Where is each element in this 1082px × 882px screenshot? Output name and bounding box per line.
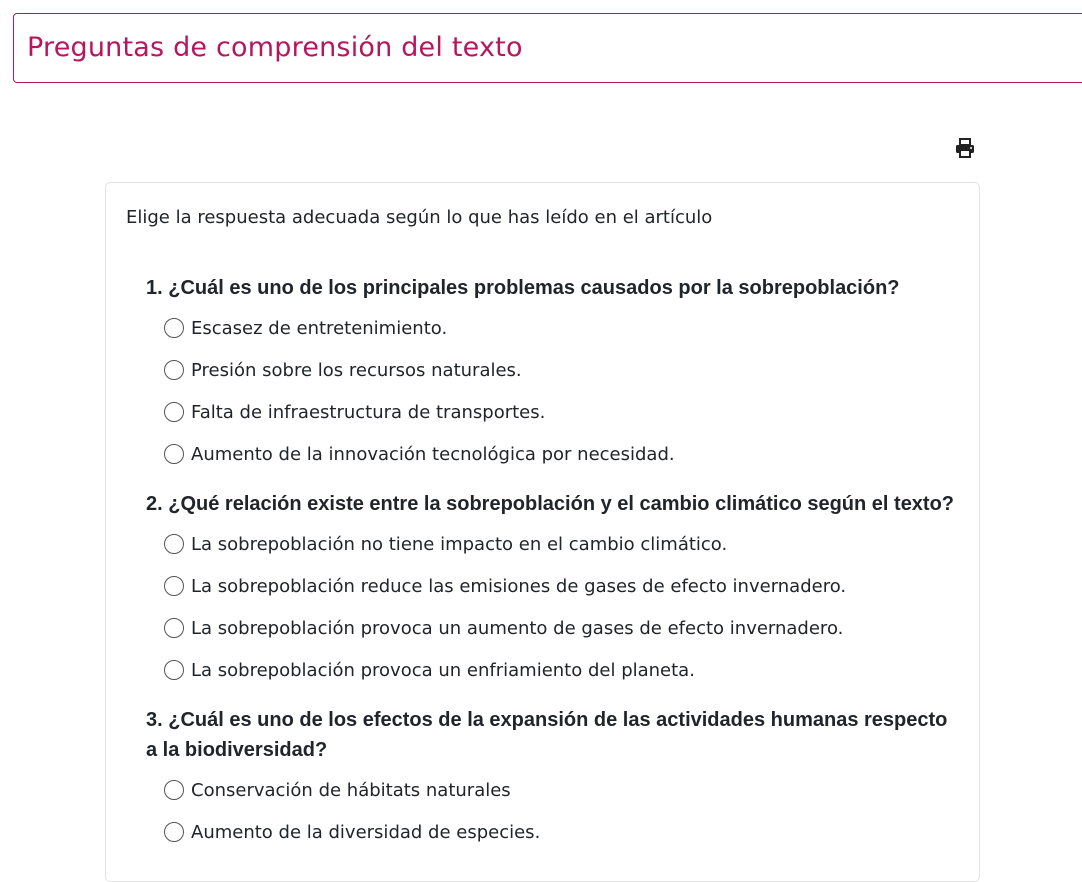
- answer-option[interactable]: [164, 769, 959, 811]
- quiz-card: [105, 182, 980, 882]
- radio-button[interactable]: [164, 576, 184, 596]
- radio-button[interactable]: [164, 360, 184, 380]
- answer-option[interactable]: [164, 391, 959, 433]
- radio-button[interactable]: [164, 660, 184, 680]
- option-label: Presión sobre los recursos naturales.: [191, 359, 522, 381]
- print-icon: [954, 137, 976, 159]
- question-text: 2. ¿Qué relación existe entre la sobrepoblación y el cambio climático según el texto?: [146, 493, 955, 515]
- question-3: [146, 705, 959, 853]
- radio-button[interactable]: [164, 618, 184, 638]
- answer-option[interactable]: [164, 565, 959, 607]
- option-label: La sobrepoblación no tiene impacto en el cambio climático.: [191, 533, 728, 555]
- radio-button[interactable]: [164, 444, 184, 464]
- quiz-instructions: Elige la respuesta adecuada según lo que has leído en el artículo: [126, 207, 713, 228]
- radio-button[interactable]: [164, 534, 184, 554]
- radio-button[interactable]: [164, 402, 184, 422]
- option-label: Escasez de entretenimiento.: [191, 317, 448, 339]
- question-1: [146, 273, 959, 475]
- radio-button[interactable]: [164, 822, 184, 842]
- question-text: 3. ¿Cuál es uno de los efectos de la expansión de las actividades humanas respecto a la biodiversidad?: [146, 709, 948, 761]
- question-text: 1. ¿Cuál es uno de los principales problemas causados por la sobrepoblación?: [146, 277, 900, 299]
- answer-option[interactable]: [164, 523, 959, 565]
- page-title: Preguntas de comprensión del texto: [27, 32, 523, 63]
- answer-option[interactable]: [164, 811, 959, 853]
- option-label: La sobrepoblación provoca un aumento de gases de efecto invernadero.: [191, 617, 844, 639]
- option-label: Aumento de la diversidad de especies.: [191, 821, 541, 843]
- option-label: La sobrepoblación provoca un enfriamiento del planeta.: [191, 659, 695, 681]
- option-label: Falta de infraestructura de transportes.: [191, 401, 546, 423]
- radio-button[interactable]: [164, 780, 184, 800]
- answer-option[interactable]: [164, 607, 959, 649]
- answer-option[interactable]: [164, 307, 959, 349]
- radio-button[interactable]: [164, 318, 184, 338]
- answer-option[interactable]: [164, 649, 959, 691]
- print-button[interactable]: [954, 137, 976, 159]
- page-header: [13, 13, 1082, 83]
- option-label: La sobrepoblación reduce las emisiones de gases de efecto invernadero.: [191, 575, 847, 597]
- question-2: [146, 489, 959, 691]
- answer-option[interactable]: [164, 349, 959, 391]
- option-label: Conservación de hábitats naturales: [191, 779, 511, 801]
- option-label: Aumento de la innovación tecnológica por necesidad.: [191, 443, 675, 465]
- answer-option[interactable]: [164, 433, 959, 475]
